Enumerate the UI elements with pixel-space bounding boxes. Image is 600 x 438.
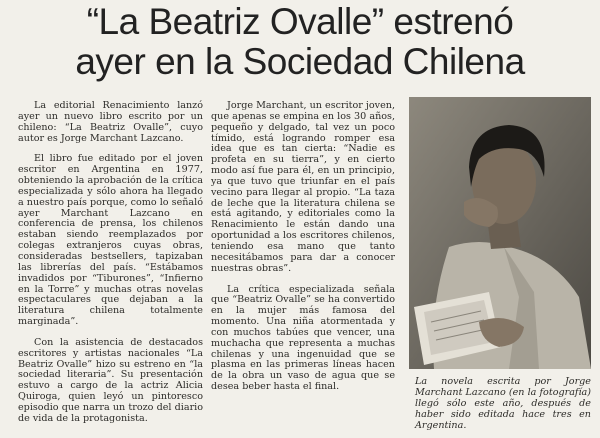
author-photo-illustration (409, 97, 591, 369)
paragraph: El libro fue editado por el joven escritor en Argentina en 1977, obteniendo la aprobación de la crítica especializada y sólo ahora ha llegado a nuestro país porque, como lo señaló ayer Marchant Lazcano en conferencia de prensa, los chilenos estaban siendo reemplazados por colegas extranjeros cuyas obras, consideradas bestsellers, tapizaban las librerías del país. “Estábamos invadidos por “Tiburones”, “Infierno en la Torre” y muchas otras novelas espectaculares que dejaban a la literatura chilena totalmente marginada”. (18, 153, 203, 328)
paragraph: Con la asistencia de destacados escritores y artistas nacionales “La Beatriz Ovalle” hizo su estreno en “la sociedad literaria”. Su presentación estuvo a cargo de la actriz Alicia Quiroga, quien leyó un pintoresco episodio que narra un trozo del diario de vida de la protagonista. (18, 336, 203, 424)
photo-caption: La novela escrita por Jorge Marchant Lazcano (en la fotografía) llegó sólo este año, después de haber sido editada hace tres en Argentina. (415, 376, 591, 431)
headline-line-2: ayer en la Sociedad Chilena (75, 41, 525, 82)
paragraph: La editorial Renacimiento lanzó ayer un nuevo libro escrito por un chileno: “La Beatriz Ovalle”, cuyo autor es Jorge Marchant Lazcano. (18, 100, 203, 144)
article-column-2 (211, 101, 395, 393)
paragraph: La crítica especializada señala que “Beatriz Ovalle” se ha convertido en la mujer más famosa del momento. Una niña atormentada y con muchos tabúes que vencer, una muchacha que representa a muchas chilenas y una ingenuidad que se plasma en las primeras líneas hacen de la obra un vaso de agua que se desea beber hasta el final. (211, 283, 395, 393)
headline (0, 2, 600, 82)
article-column-1 (18, 101, 203, 425)
author-photo (409, 97, 591, 369)
paragraph: Jorge Marchant, un escritor joven, que apenas se empina en los 30 años, pequeño y delgado, tal vez un poco tímido, está logrando romper esa idea que es tan cierta: “Nadie es profeta en su tierra”, y en cierto modo así fue para él, en un principio, ya que tuvo que triunfar en el país vecino para llegar al propio. “La taza de leche que la literatura chilena se está agitando, y editoriales como la Renacimiento le están dando una oportunidad a los escritores chilenos, teniendo esa mano que tanto necesitábamos para dar a conocer nuestras obras”. (211, 100, 395, 274)
headline-line-1: “La Beatriz Ovalle” estrenó (86, 1, 514, 42)
